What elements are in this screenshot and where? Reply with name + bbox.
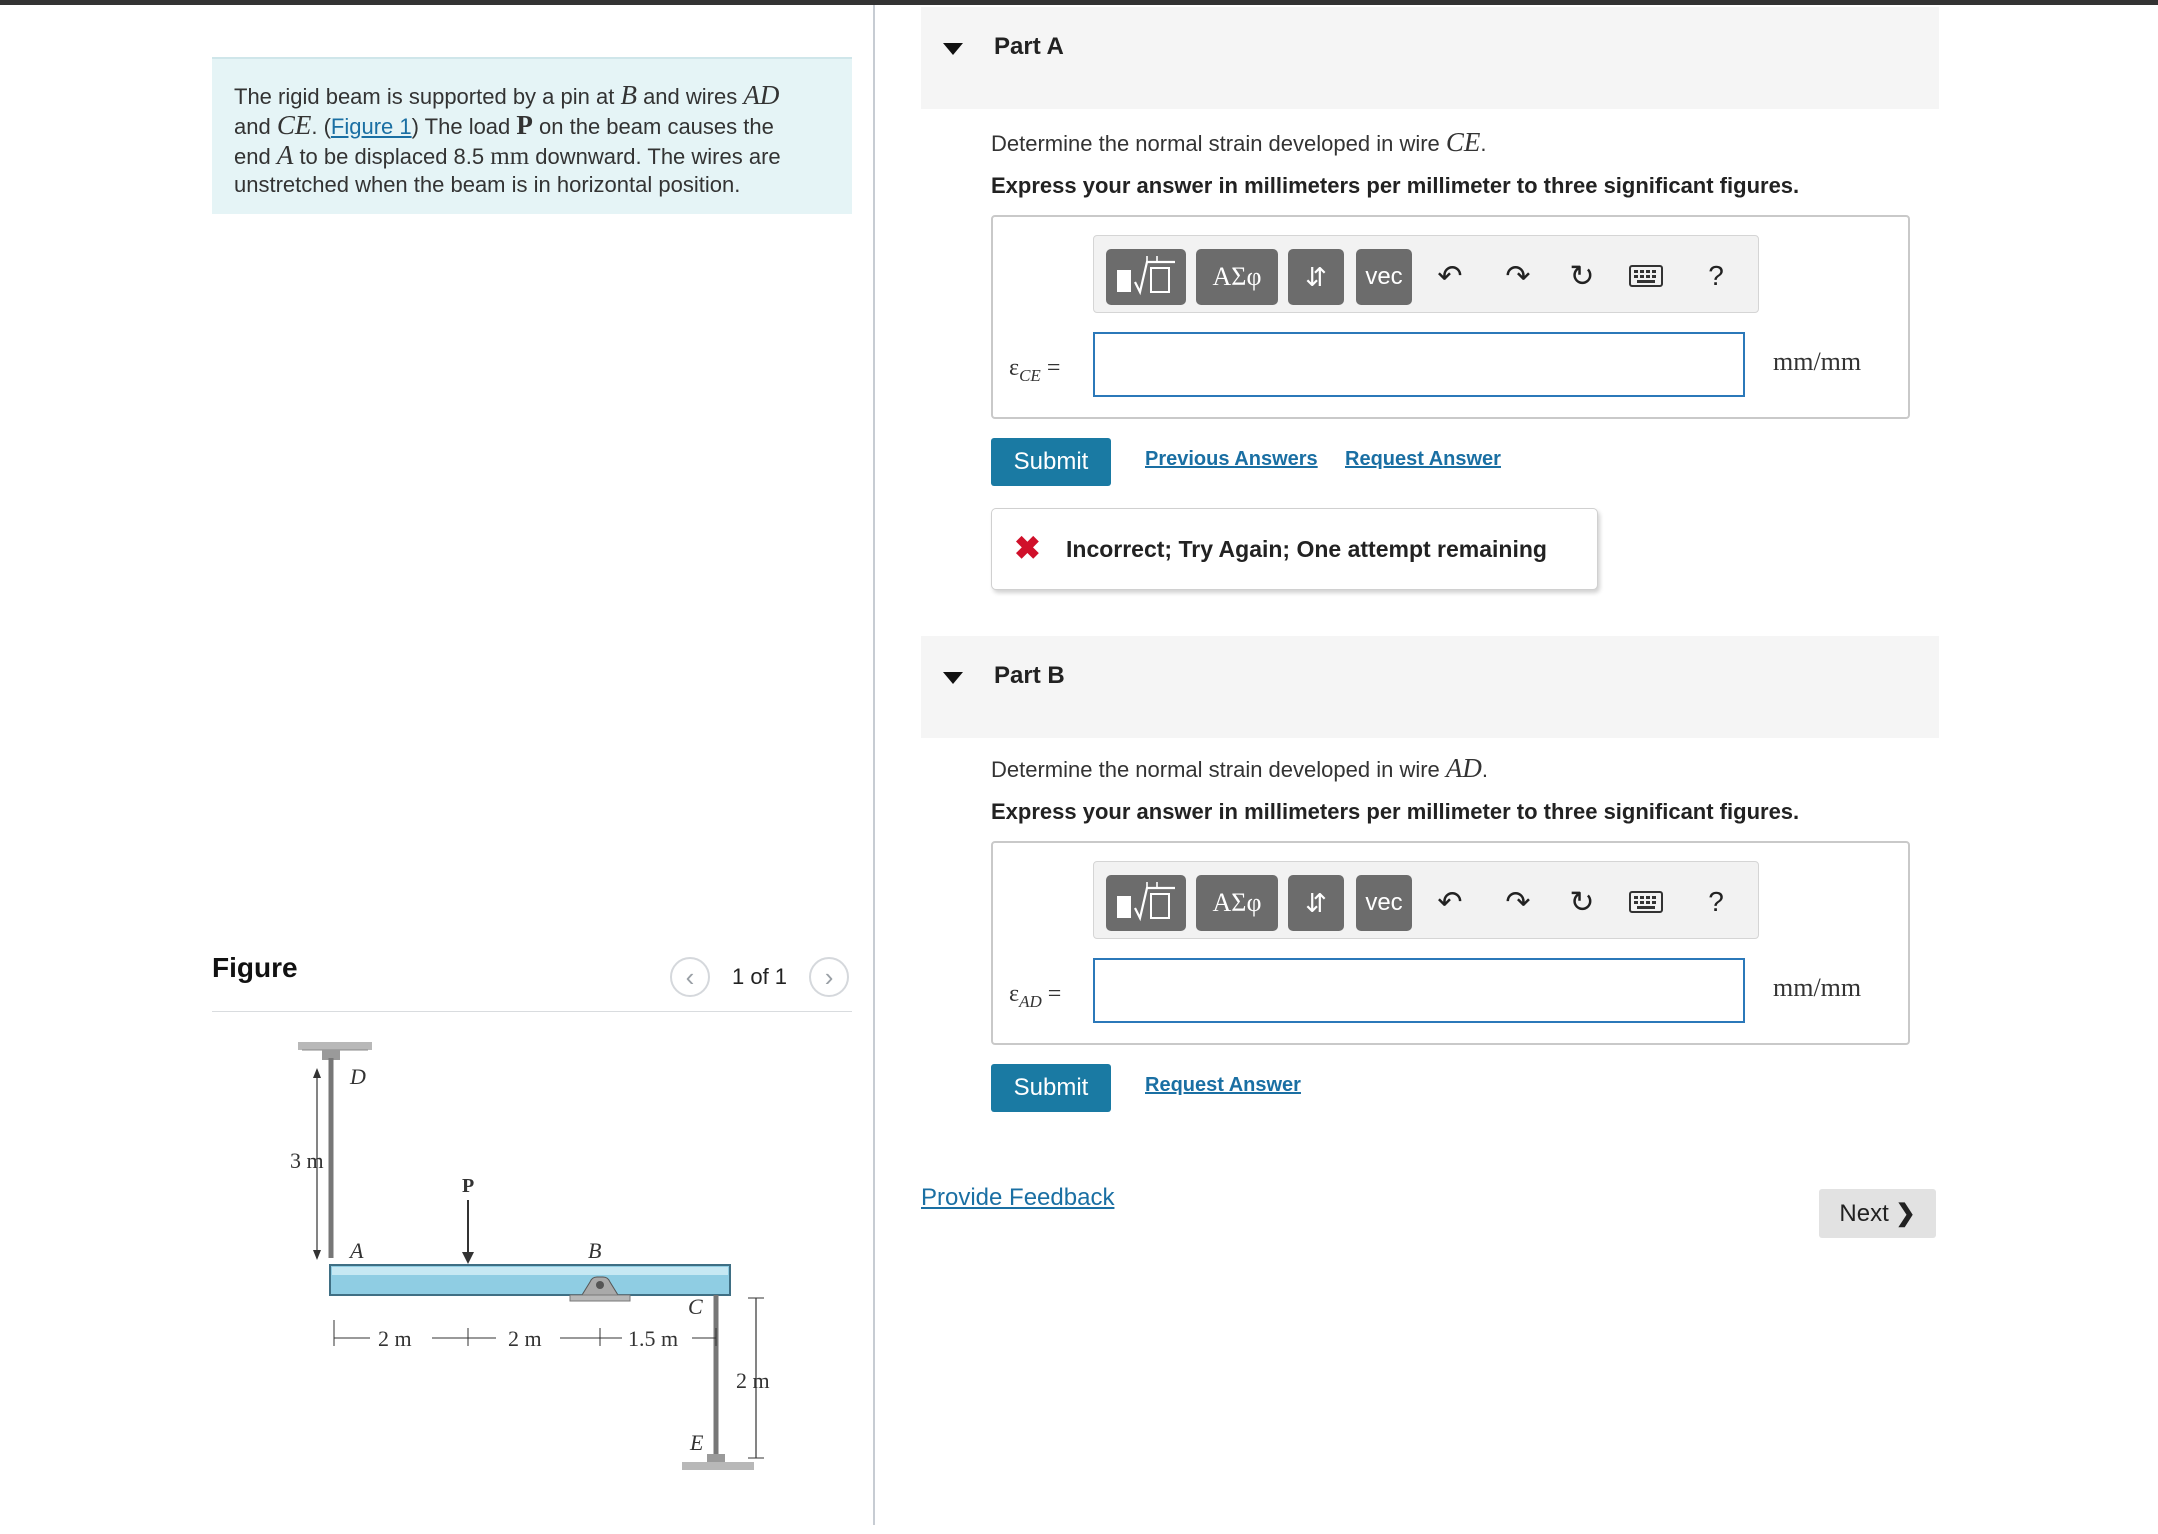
x-mark-icon: ✖ <box>1014 530 1041 566</box>
chevron-left-icon[interactable]: ‹ <box>670 957 710 997</box>
help-button[interactable]: ? <box>1708 886 1724 917</box>
part-a-unit: mm/mm <box>1773 347 1862 376</box>
label-P: P <box>462 1175 475 1197</box>
part-a-question <box>991 127 1487 158</box>
part-b-header[interactable] <box>921 636 1939 738</box>
part-b-question <box>991 753 1488 784</box>
keyboard-icon[interactable] <box>1624 254 1668 298</box>
figure-divider <box>212 1011 852 1012</box>
part-a-answer-input[interactable] <box>1093 332 1745 397</box>
label-2m-vertical: 2 m <box>736 1368 770 1393</box>
collapse-caret-icon[interactable] <box>943 43 963 55</box>
keyboard-icon-svg <box>1629 265 1663 287</box>
templates-sqrt-icon-svg <box>1113 256 1179 298</box>
vec-button[interactable]: vec <box>1356 249 1412 305</box>
math-toolbar <box>1093 861 1759 939</box>
figure-link[interactable]: Figure 1 <box>330 114 412 139</box>
part-b-title: Part B <box>994 662 1065 689</box>
problem-text: . ( <box>311 114 331 139</box>
part-a-variable-label <box>1009 355 1060 386</box>
var-CE: CE <box>276 110 312 140</box>
part-b-submit-button[interactable]: Submit <box>991 1064 1111 1112</box>
question-text: Determine the normal strain developed in wire <box>991 131 1446 156</box>
label-2m-second: 2 m <box>508 1326 542 1351</box>
part-a-submit-button[interactable]: Submit <box>991 438 1111 486</box>
var-P: P <box>516 110 533 140</box>
next-button[interactable] <box>1819 1189 1936 1238</box>
arrow-head <box>313 1250 321 1260</box>
problem-text: to be displaced 8.5 <box>293 144 491 169</box>
top-bar <box>0 0 2158 5</box>
templates-sqrt-icon[interactable] <box>1106 249 1186 305</box>
part-b-instruction: Express your answer in millimeters per millimeter to three significant figures. <box>991 799 1800 824</box>
problem-text: and wires <box>636 84 744 109</box>
help-button[interactable]: ? <box>1708 260 1724 291</box>
chevron-right-icon: ❯ <box>1895 1200 1916 1227</box>
figure-pager <box>670 955 849 999</box>
part-b-answer-input[interactable] <box>1093 958 1745 1023</box>
templates-sqrt-icon[interactable] <box>1106 875 1186 931</box>
part-a-instruction: Express your answer in millimeters per millimeter to three significant figures. <box>991 173 1800 198</box>
keyboard-icon[interactable] <box>1624 880 1668 924</box>
problem-text: and <box>234 114 277 139</box>
epsilon-symbol: ε <box>1009 981 1020 1007</box>
templates-sqrt-icon-svg <box>1113 882 1179 924</box>
beam-highlight <box>332 1267 728 1275</box>
problem-text: end <box>234 144 277 169</box>
part-a-answer-box <box>991 215 1910 419</box>
undo-icon[interactable]: ↶ <box>1437 259 1463 293</box>
var-AD: AD <box>743 80 780 110</box>
redo-icon[interactable]: ↷ <box>1505 885 1531 919</box>
column-divider <box>873 5 875 1525</box>
updown-button[interactable]: ⇵ <box>1288 875 1344 931</box>
question-text: . <box>1480 131 1487 156</box>
ceiling-support-D <box>298 1042 372 1060</box>
updown-button[interactable]: ⇵ <box>1288 249 1344 305</box>
beam-figure <box>270 1030 790 1490</box>
provide-feedback-link[interactable]: Provide Feedback <box>921 1184 1115 1211</box>
arrow-head <box>313 1068 321 1078</box>
load-P-arrow <box>462 1252 474 1264</box>
variable-subscript: AD <box>1019 991 1042 1011</box>
label-1-5m: 1.5 m <box>628 1326 679 1351</box>
part-a-request-answer-link[interactable]: Request Answer <box>1345 448 1501 470</box>
label-C: C <box>688 1294 703 1319</box>
math-toolbar <box>1093 235 1759 313</box>
problem-text: The rigid beam is supported by a pin at <box>234 84 621 109</box>
part-b-request-answer-link[interactable]: Request Answer <box>1145 1074 1301 1096</box>
label-E: E <box>690 1430 704 1455</box>
question-text: . <box>1481 757 1489 782</box>
undo-icon[interactable]: ↶ <box>1437 885 1463 919</box>
keyboard-icon-svg <box>1629 891 1663 913</box>
part-b-variable-label <box>1009 981 1061 1012</box>
problem-text: on the beam causes the <box>532 114 774 139</box>
greek-symbols-button[interactable]: ΑΣφ <box>1196 875 1278 931</box>
floor-support-E <box>682 1454 754 1470</box>
problem-text: downward. The wires are <box>529 144 781 169</box>
problem-text: ) The load <box>411 114 517 139</box>
label-D: D <box>350 1064 366 1089</box>
collapse-caret-icon[interactable] <box>943 672 963 684</box>
question-var: AD <box>1445 753 1482 783</box>
figure-count: 1 of 1 <box>732 964 788 989</box>
part-b-answer-box <box>991 841 1910 1045</box>
part-a-feedback <box>991 508 1598 590</box>
reset-icon[interactable]: ↻ <box>1569 885 1595 919</box>
unit-mm: mm <box>490 143 530 170</box>
feedback-text: Incorrect; Try Again; One attempt remaining <box>1066 536 1547 562</box>
previous-answers-link[interactable]: Previous Answers <box>1145 448 1318 470</box>
var-B: B <box>620 80 637 110</box>
label-2m-first: 2 m <box>378 1326 412 1351</box>
label-A: A <box>350 1238 364 1263</box>
part-b-unit: mm/mm <box>1773 973 1862 1002</box>
question-var: CE <box>1445 127 1481 157</box>
label-B: B <box>588 1238 602 1263</box>
figure-heading: Figure <box>212 952 298 983</box>
variable-subscript: CE <box>1019 365 1041 385</box>
next-label: Next <box>1839 1200 1889 1227</box>
part-a-title: Part A <box>994 33 1064 60</box>
reset-icon[interactable]: ↻ <box>1569 259 1595 293</box>
var-A: A <box>276 140 294 170</box>
greek-symbols-button[interactable]: ΑΣφ <box>1196 249 1278 305</box>
equals-sign: = <box>1047 981 1062 1007</box>
problem-text: unstretched when the beam is in horizontal position. <box>234 172 741 197</box>
label-3m: 3 m <box>290 1148 324 1173</box>
problem-statement <box>212 57 852 214</box>
redo-icon[interactable]: ↷ <box>1505 259 1531 293</box>
question-text: Determine the normal strain developed in wire <box>991 757 1446 782</box>
chevron-right-icon[interactable]: › <box>809 957 849 997</box>
equals-sign: = <box>1046 355 1061 381</box>
part-a-header[interactable] <box>921 7 1939 109</box>
epsilon-symbol: ε <box>1009 355 1020 381</box>
vec-button[interactable]: vec <box>1356 875 1412 931</box>
